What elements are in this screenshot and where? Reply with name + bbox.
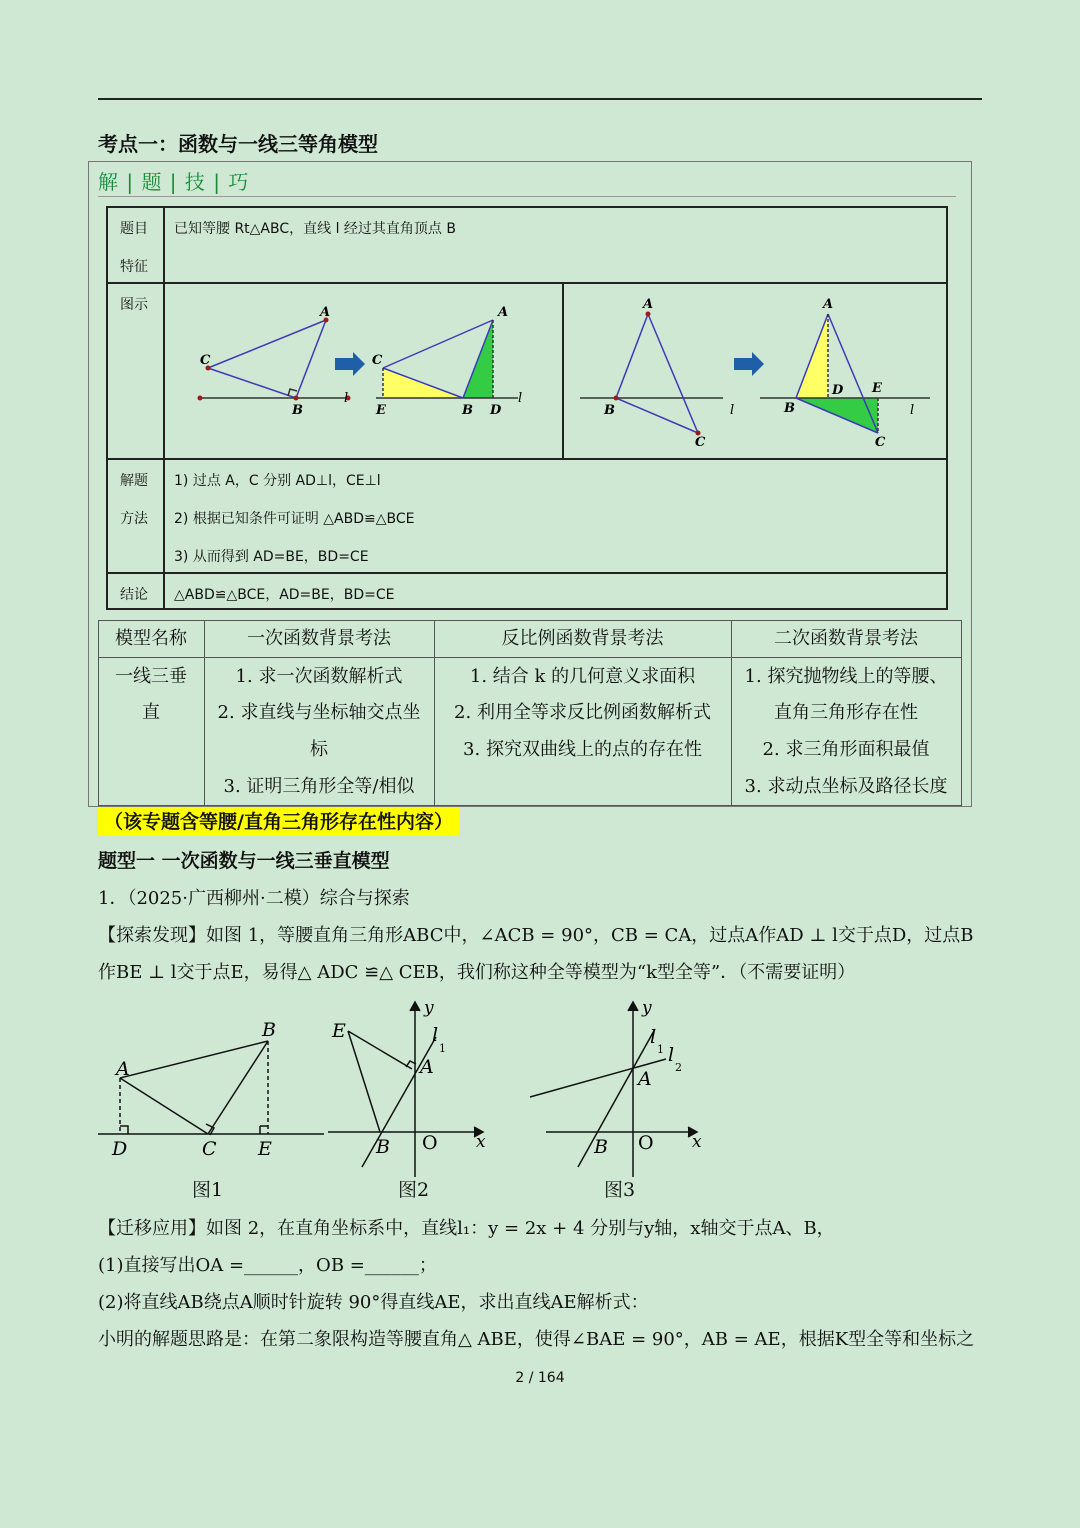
- row2-label: 图示: [120, 297, 148, 313]
- apply-line: 【迁移应用】如图 2，在直角坐标系中，直线l₁：y = 2x + 4 分别与y轴，x轴交于点A、B，: [98, 1218, 835, 1239]
- label-A: A: [320, 305, 331, 320]
- row4-label: 结论: [120, 587, 148, 603]
- svg-text:C: C: [372, 353, 383, 368]
- header-inverse: 反比例函数背景考法: [501, 628, 664, 649]
- svg-text:x: x: [476, 1132, 486, 1152]
- figure-2-caption: 图2: [398, 1179, 430, 1201]
- inverse-item: 2. 利用全等求反比例函数解析式: [454, 702, 711, 723]
- tips-header: 解 | 题 | 技 | 巧: [98, 170, 250, 194]
- svg-text:E: E: [332, 1020, 346, 1042]
- svg-text:1: 1: [439, 1042, 446, 1055]
- svg-text:E: E: [376, 403, 386, 418]
- linear-item: 1. 求一次函数解析式: [235, 666, 403, 687]
- linear-item: 3. 证明三角形全等/相似: [223, 776, 415, 797]
- highlight-note: （该专题含等腰/直角三角形存在性内容）: [98, 808, 459, 836]
- quadratic-item: 1. 探究抛物线上的等腰、: [744, 666, 948, 687]
- svg-text:B: B: [604, 403, 615, 418]
- quadratic-item: 2. 求三角形面积最值: [762, 739, 930, 760]
- method-step-3: 3) 从而得到 AD=BE，BD=CE: [174, 549, 369, 565]
- svg-text:D: D: [112, 1138, 128, 1160]
- tips-header-rule: [98, 196, 956, 197]
- svg-text:O: O: [422, 1132, 438, 1154]
- svg-text:B: B: [262, 1019, 276, 1041]
- svg-text:C: C: [875, 435, 886, 450]
- row1-label-a: 题目: [120, 221, 148, 237]
- svg-text:1: 1: [657, 1043, 664, 1056]
- svg-text:l: l: [668, 1044, 675, 1066]
- feature-table: [106, 206, 948, 610]
- svg-text:l: l: [432, 1024, 439, 1046]
- row3-label-a: 解题: [120, 473, 148, 489]
- header-linear: 一次函数背景考法: [247, 628, 391, 649]
- q1-explore-line1: 【探索发现】如图 1，等腰直角三角形ABC中，∠ACB = 90°，CB = CA，过点A作AD ⊥ l交于点D，过点B: [98, 925, 974, 946]
- svg-text:B: B: [462, 403, 473, 418]
- model-table: [98, 620, 962, 806]
- question-type-title: 题型一 一次函数与一线三垂直模型: [98, 850, 390, 872]
- diagram-1a: [200, 320, 348, 398]
- label-l: l: [344, 391, 349, 406]
- label-B: B: [292, 403, 303, 418]
- method-step-2: 2) 根据已知条件可证明 △ABD≌△BCE: [174, 511, 415, 527]
- svg-text:l: l: [650, 1026, 657, 1048]
- svg-text:A: A: [420, 1056, 434, 1078]
- diagram-1b: [376, 320, 518, 398]
- svg-text:l: l: [730, 403, 735, 418]
- svg-text:A: A: [116, 1058, 130, 1080]
- row1-content: 已知等腰 Rt△ABC，直线 l 经过其直角顶点 B: [174, 221, 456, 237]
- header-quadratic: 二次函数背景考法: [774, 628, 918, 649]
- svg-text:2: 2: [675, 1061, 682, 1074]
- svg-text:x: x: [692, 1132, 702, 1152]
- figure-3: [530, 1002, 697, 1177]
- svg-text:A: A: [498, 305, 509, 320]
- svg-text:E: E: [258, 1138, 272, 1160]
- section-title: 考点一：函数与一线三等角模型: [98, 132, 378, 156]
- svg-text:l: l: [518, 391, 523, 406]
- arrow-icon: [335, 352, 365, 376]
- row1-label-b: 特征: [120, 259, 148, 275]
- figure-2: [328, 1002, 483, 1177]
- page-number: 2 / 164: [515, 1370, 565, 1386]
- inverse-item: 1. 结合 k 的几何意义求面积: [469, 666, 696, 687]
- top-rule: [98, 98, 982, 100]
- svg-text:A: A: [643, 297, 654, 312]
- model-name-line2: 直: [142, 702, 160, 723]
- figure-1-caption: 图1: [192, 1179, 224, 1201]
- model-name-line1: 一线三垂: [115, 666, 187, 687]
- linear-item: 标: [310, 739, 328, 760]
- svg-text:C: C: [695, 435, 706, 450]
- sub-question-1: (1)直接写出OA =______，OB =______；: [98, 1255, 437, 1276]
- row3-label-b: 方法: [120, 511, 148, 527]
- model-diagrams: [108, 208, 946, 612]
- header-model-name: 模型名称: [115, 628, 187, 649]
- arrow-icon: [734, 352, 764, 376]
- quadratic-item: 3. 求动点坐标及路径长度: [744, 776, 948, 797]
- svg-text:A: A: [823, 297, 834, 312]
- quadratic-item: 直角三角形存在性: [774, 702, 918, 723]
- linear-item: 2. 求直线与坐标轴交点坐: [217, 702, 421, 723]
- svg-text:C: C: [202, 1138, 217, 1160]
- svg-text:D: D: [490, 403, 502, 418]
- svg-text:B: B: [376, 1136, 390, 1158]
- diagram-2a: [580, 314, 723, 433]
- figure-1: [98, 1041, 324, 1135]
- figure-3-caption: 图3: [604, 1179, 636, 1201]
- inverse-item: 3. 探究双曲线上的点的存在性: [463, 739, 702, 760]
- svg-text:E: E: [872, 381, 882, 396]
- svg-text:y: y: [642, 998, 652, 1018]
- svg-text:l: l: [910, 403, 915, 418]
- sub-question-2: (2)将直线AB绕点A顺时针旋转 90°得直线AE，求出直线AE解析式：: [98, 1292, 649, 1313]
- q1-explore-line2: 作BE ⊥ l交于点E，易得△ ADC ≌△ CEB，我们称这种全等模型为“k型全等”．（不需要证明）: [98, 962, 856, 983]
- svg-text:B: B: [784, 401, 795, 416]
- method-step-1: 1) 过点 A，C 分别 AD⊥l，CE⊥l: [174, 473, 381, 489]
- svg-text:O: O: [638, 1132, 654, 1154]
- question-figures: [90, 995, 720, 1195]
- label-C: C: [200, 353, 211, 368]
- svg-text:B: B: [594, 1136, 608, 1158]
- idea-line: 小明的解题思路是：在第二象限构造等腰直角△ ABE，使得∠BAE = 90°，AB = AE，根据K型全等和坐标之: [98, 1329, 975, 1350]
- q1-source: 1．（2025·广西柳州·二模）综合与探索: [98, 888, 410, 909]
- svg-text:y: y: [424, 998, 434, 1018]
- svg-text:D: D: [832, 383, 844, 398]
- conclusion: △ABD≌△BCE，AD=BE，BD=CE: [174, 587, 395, 603]
- svg-text:A: A: [638, 1068, 652, 1090]
